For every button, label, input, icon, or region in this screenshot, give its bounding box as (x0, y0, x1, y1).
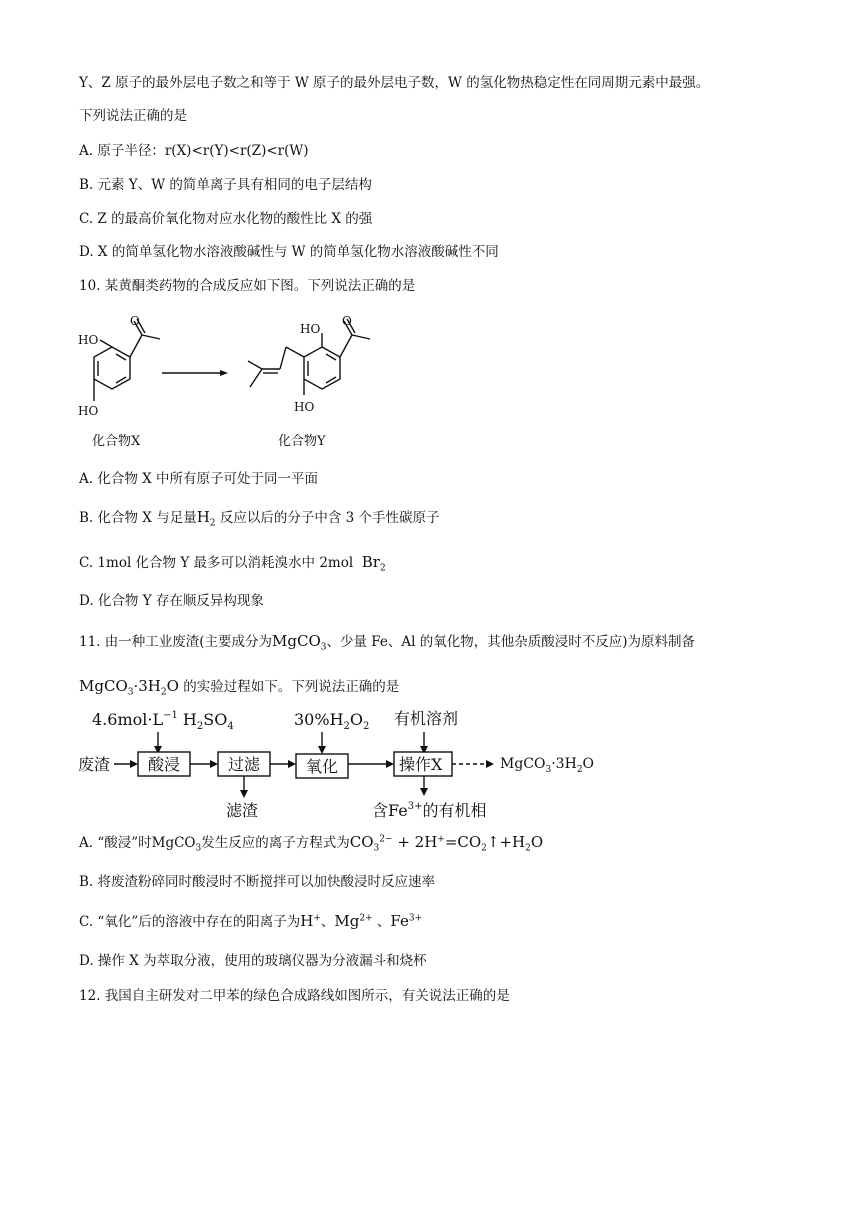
start-waste-label: 废渣 (78, 755, 111, 774)
box-oxidize-label: 氧化 (306, 757, 339, 776)
y-ho-label-top: HO (300, 322, 321, 336)
q10-stem: 10. 某黄酮类药物的合成反应如下图。下列说法正确的是 (79, 278, 416, 294)
compound-y-label: 化合物Y (278, 434, 326, 449)
residue-label: 滤渣 (226, 801, 259, 820)
q9-option-a: A. 原子半径：r(X)<r(Y)<r(Z)<r(W) (79, 143, 309, 159)
reagent-h2so4-label: $4.6mol\cdot L^{-1}$ $H_2SO_4$ (92, 710, 234, 732)
q10-reaction-diagram (70, 305, 410, 455)
q10-option-d: D. 化合物 Y 存在顺反异构现象 (79, 593, 264, 609)
q11-option-d: D. 操作 X 为萃取分液，使用的玻璃仪器为分液漏斗和烧杯 (79, 953, 427, 969)
reagent-organic-solvent-label: 有机溶剂 (394, 709, 459, 728)
q12-stem: 12. 我国自主研发对二甲苯的绿色合成路线如图所示，有关说法正确的是 (79, 988, 510, 1004)
q10-option-c: C. 1mol 化合物 Y 最多可以消耗溴水中 2mol $Br_2$ (79, 553, 386, 574)
x-ketone-o-label: O (130, 314, 140, 328)
box-acid-leach-label: 酸浸 (148, 755, 181, 774)
q11-option-c: C. “氧化”后的溶液中存在的阳离子为H+、$Mg^{2+}$ 、$Fe^{3+}$ (79, 912, 423, 930)
q11-stem-continued: $MgCO_3\cdot 3H_2O$ 的实验过程如下。下列说法正确的是 (79, 677, 400, 698)
q11-option-a: A. “酸浸”时MgCO$_3$发生反应的离子方程式为$CO_3^{2-}$ + $2H^+=CO_2↑+H_2O$ (79, 833, 544, 854)
compound-y-structure (248, 314, 370, 414)
x-ho-label-top: HO (78, 333, 99, 347)
q9-prompt: 下列说法正确的是 (79, 108, 187, 124)
y-ho-label-bottom: HO (294, 400, 315, 414)
box-operation-x-label: 操作X (399, 755, 443, 774)
compound-x-label: 化合物X (92, 434, 141, 449)
x-ho-label-bottom: HO (78, 404, 99, 418)
q11-flow-diagram (76, 702, 636, 824)
q11-option-b: B. 将废渣粉碎同时酸浸时不断搅拌可以加快酸浸时反应速率 (79, 874, 436, 890)
q11-stem: 11. 由一种工业废渣(主要成分为MgCO$_3$、少量 Fe、Al 的氧化物，其他杂质酸浸时不反应)为原料制备 (79, 632, 696, 653)
q10-option-b: B. 化合物 X 与足量$H_2$ 反应以后的分子中含 3 个手性碳原子 (79, 508, 440, 529)
q9-option-b: B. 元素 Y、W 的简单离子具有相同的电子层结构 (79, 177, 372, 193)
q9-option-d: D. X 的简单氢化物水溶液酸碱性与 W 的简单氢化物水溶液酸碱性不同 (79, 244, 499, 260)
box-filter-label: 过滤 (228, 755, 261, 774)
q9-option-c: C. Z 的最高价氧化物对应水化物的酸性比 X 的强 (79, 211, 373, 227)
reaction-arrow (162, 370, 228, 376)
y-ketone-o-label: O (342, 314, 352, 328)
organic-phase-label: 含$Fe^{3+}$的有机相 (372, 801, 487, 820)
compound-x-structure (78, 314, 160, 418)
q9-stem-line: Y、Z 原子的最外层电子数之和等于 W 原子的最外层电子数，W 的氢化物热稳定性在同周期元素中最强。 (79, 75, 710, 91)
product-label: $MgCO_3\cdot 3H_2O$ (500, 756, 595, 775)
q10-option-a: A. 化合物 X 中所有原子可处于同一平面 (79, 471, 319, 487)
reagent-h2o2-label: $30\%H_2O_2$ (294, 710, 370, 732)
